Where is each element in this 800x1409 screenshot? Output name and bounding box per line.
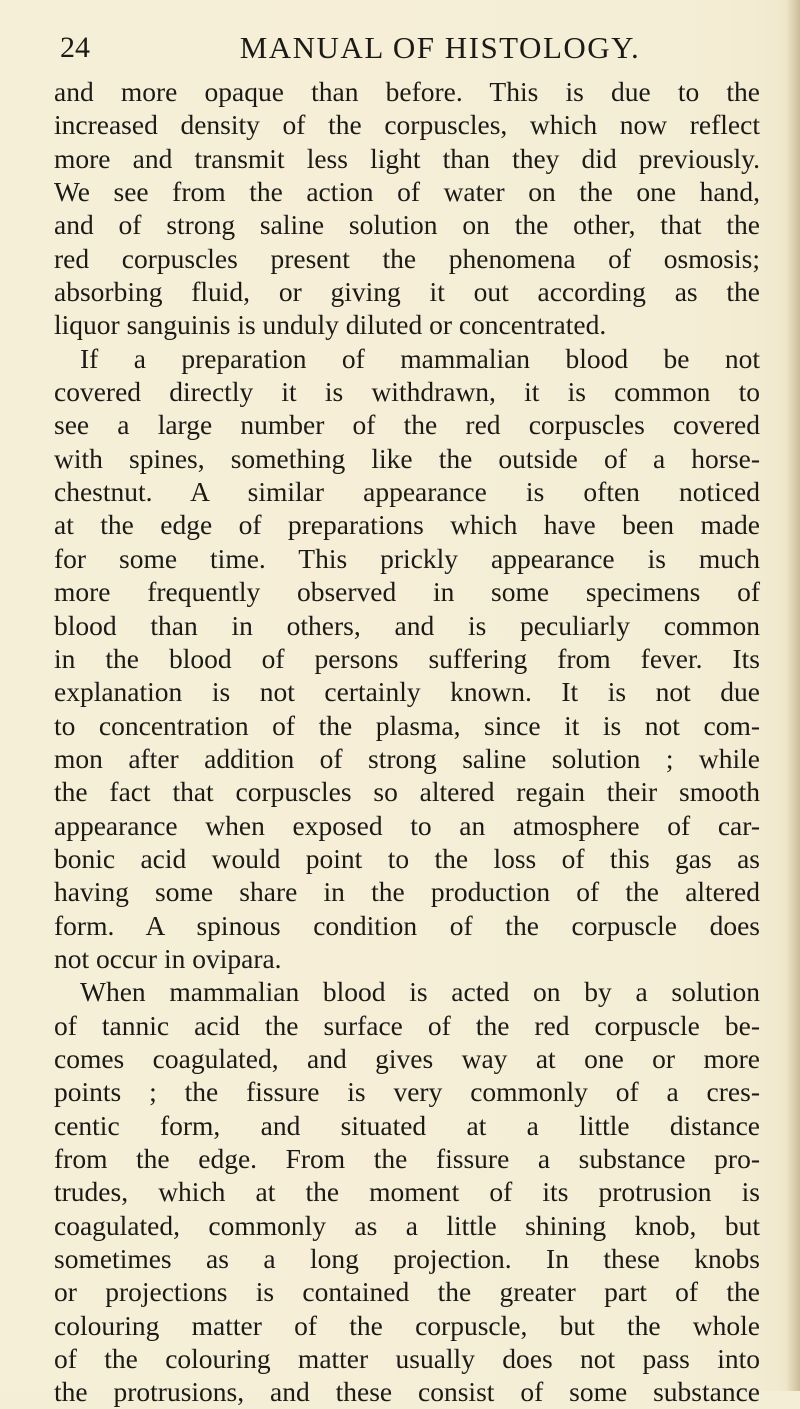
text-line: mon after addition of strong saline solution ; while (54, 742, 760, 774)
text-line: coagulated, commonly as a little shining knob, but (54, 1209, 760, 1241)
text-line: or projections is contained the greater part of the (54, 1276, 760, 1308)
text-line: with spines, something like the outside of a horse- (54, 442, 760, 474)
text-line: and of strong saline solution on the other, that the (54, 209, 760, 241)
running-title: MANUAL OF HISTOLOGY. (239, 30, 641, 65)
text-line: trudes, which at the moment of its protrusion is (54, 1176, 760, 1208)
text-line: comes coagulated, and gives way at one or more (54, 1042, 760, 1074)
text-line: centic form, and situated at a little distance (54, 1109, 760, 1141)
text-line: form. A spinous condition of the corpuscle does (54, 909, 760, 941)
text-line: to concentration of the plasma, since it is not com- (54, 709, 760, 741)
text-line: appearance when exposed to an atmosphere of car- (54, 809, 760, 841)
text-line: more and transmit less light than they did previously. (54, 142, 760, 174)
text-line: and more opaque than before. This is due to the (54, 76, 760, 107)
text-line: at the edge of preparations which have been made (54, 509, 760, 541)
text-line: sometimes as a long projection. In these knobs (54, 1243, 760, 1275)
text-line: When mammalian blood is acted on by a solution (80, 976, 760, 1008)
text-line: more frequently observed in some specimens of (54, 576, 760, 608)
page-number: 24 (60, 31, 90, 64)
text-line: of tannic acid the surface of the red corpuscle be- (54, 1009, 760, 1041)
text-line: blood than in others, and is peculiarly common (54, 609, 760, 641)
text-line: for some time. This prickly appearance is much (54, 542, 760, 574)
text-line: see a large number of the red corpuscles covered (54, 409, 760, 441)
text-line: colouring matter of the corpuscle, but the whole (54, 1309, 760, 1341)
body-text (54, 75, 760, 1409)
text-line: If a preparation of mammalian blood be not (80, 342, 760, 374)
text-line: increased density of the corpuscles, which now reflect (54, 109, 760, 141)
text-line: from the edge. From the fissure a substance pro- (54, 1143, 760, 1174)
text-line: in the blood of persons suffering from fever. Its (54, 642, 760, 674)
text-line: chestnut. A similar appearance is often noticed (54, 476, 760, 508)
text-line: having some share in the production of the altered (54, 876, 760, 908)
text-line: the fact that corpuscles so altered regain their smooth (54, 776, 760, 808)
text-line: of the colouring matter usually does not pass into (54, 1343, 760, 1375)
running-head (60, 28, 760, 68)
text-line: absorbing fluid, or giving it out according as the (54, 276, 760, 308)
text-line: red corpuscles present the phenomena of osmosis; (54, 242, 760, 274)
text-line: not occur in ovipara. (54, 942, 282, 974)
page-edge-shadow (786, 0, 800, 1391)
text-line: bonic acid would point to the loss of this gas as (54, 842, 760, 874)
text-line: explanation is not certainly known. It is not due (54, 676, 760, 708)
text-line: liquor sanguinis is unduly diluted or concentrated. (54, 309, 607, 341)
text-line: covered directly it is withdrawn, it is common to (54, 376, 760, 408)
text-line: We see from the action of water on the one hand, (54, 176, 760, 208)
text-line: the protrusions, and these consist of some substance (54, 1376, 760, 1408)
text-line: points ; the fissure is very commonly of a cres- (54, 1076, 760, 1108)
